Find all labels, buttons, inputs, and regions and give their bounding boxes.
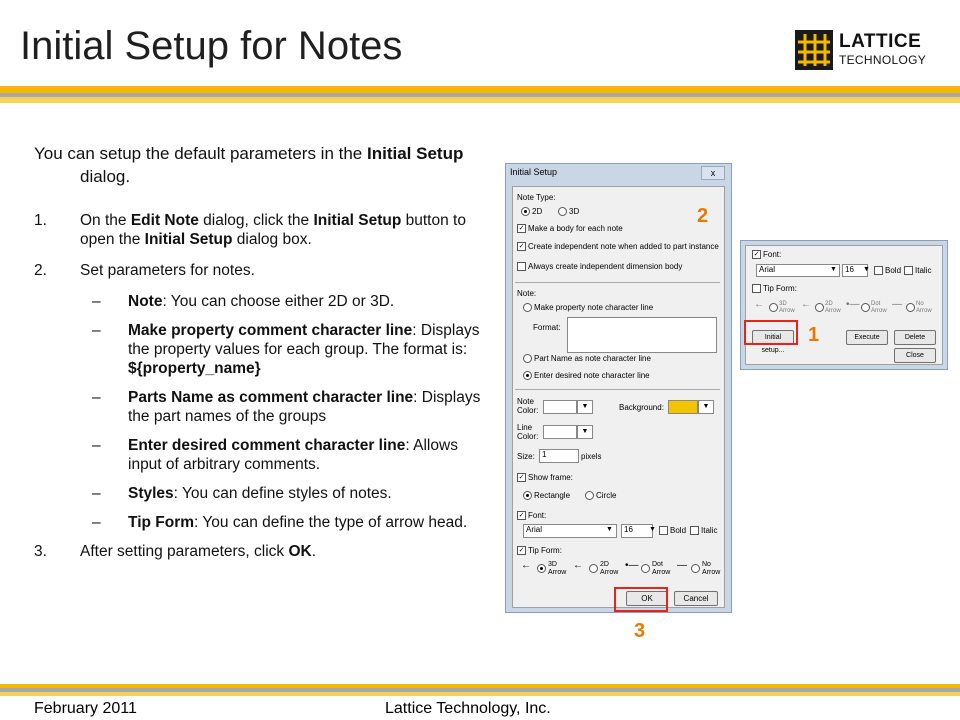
step-marker-1: 1 (808, 324, 820, 346)
background-label: Background: (619, 403, 664, 412)
header-divider-light (0, 97, 960, 103)
radio-tip-3d[interactable] (537, 564, 546, 573)
edit-font-size-dropdown-icon[interactable]: ▼ (863, 266, 870, 273)
edit-tip-dot-label: Dot Arrow (871, 301, 887, 314)
sub-text: : You can choose either 2D or 3D. (162, 293, 395, 310)
tip-2d-label: 2D Arrow (600, 561, 619, 576)
format-input[interactable] (567, 317, 717, 353)
separator (515, 282, 720, 283)
font-select[interactable]: Arial (523, 524, 617, 538)
background-swatch[interactable] (668, 400, 698, 414)
edit-radio-tip-2d[interactable] (815, 303, 824, 312)
edit-tip-no-label: No Arrow (916, 301, 932, 314)
initial-setup-button[interactable]: Initial setup... (752, 330, 794, 345)
edit-font-dropdown-icon[interactable]: ▼ (830, 266, 837, 273)
sub-dash: – (92, 322, 101, 339)
sub-bold: Note (128, 293, 163, 310)
line-color-swatch[interactable] (543, 425, 577, 439)
note-color-label: Note Color: (517, 397, 539, 415)
ok-highlight-box (614, 587, 668, 612)
tip-3d-label: 3D Arrow (548, 561, 567, 576)
ok-button[interactable]: OK (626, 591, 668, 606)
cancel-button[interactable]: Cancel (674, 591, 718, 606)
circle-label: Circle (596, 491, 617, 500)
sub-dash: – (92, 485, 101, 502)
radio-make-prop[interactable] (523, 303, 532, 312)
step-text: button to open the (80, 212, 466, 248)
enter-desired-label: Enter desired note character line (534, 371, 650, 380)
background-dropdown-icon[interactable]: ▼ (698, 400, 714, 414)
always-create-label: Always create independent dimension body (528, 262, 683, 271)
slide-body (34, 142, 484, 573)
radio-circle[interactable] (585, 491, 594, 500)
step-bold: Initial Setup (144, 231, 233, 248)
edit-italic-label: Italic (915, 266, 932, 275)
lattice-logo-icon (795, 30, 833, 70)
edit-tip-form-checkbox[interactable] (752, 284, 761, 293)
radio-3d-label: 3D (569, 207, 580, 216)
step-number: 3. (34, 543, 47, 560)
sub-bold-format: ${property_name} (128, 360, 261, 377)
edit-font-label: Font: (763, 250, 782, 259)
make-body-checkbox[interactable]: ✓ (518, 225, 525, 232)
rectangle-label: Rectangle (534, 491, 571, 500)
create-indep-checkbox[interactable]: ✓ (518, 243, 525, 250)
edit-note-dialog-excerpt (740, 240, 948, 370)
edit-tip-form-label: Tip Form: (763, 284, 797, 293)
slide-title: Initial Setup for Notes (20, 24, 403, 68)
size-input[interactable]: 1 (539, 449, 579, 463)
always-create-checkbox[interactable] (517, 262, 526, 271)
pixels-label: pixels (581, 452, 602, 461)
step-text: On the (80, 212, 131, 229)
edit-italic-checkbox[interactable] (904, 266, 913, 275)
radio-2d-label: 2D (532, 207, 543, 216)
create-indep-label: Create independent note when added to part instance (528, 242, 719, 251)
bold-label: Bold (670, 526, 687, 535)
show-frame-label: Show frame: (528, 473, 573, 482)
sub-item-styles (34, 484, 484, 503)
edit-arrow-2d-icon: ← (801, 299, 811, 310)
close-button[interactable]: x (701, 166, 725, 180)
edit-dot-arrow-icon: •— (846, 299, 860, 310)
make-prop-label: Make property note character line (534, 303, 654, 312)
intro-paragraph (34, 142, 484, 188)
note-type-label: Note Type: (517, 193, 556, 202)
radio-rectangle[interactable] (523, 491, 532, 500)
edit-font-checkbox[interactable]: ✓ (753, 251, 760, 258)
make-body-label: Make a body for each note (528, 224, 623, 233)
dialog-title: Initial Setup (510, 167, 558, 177)
tip-no-label: No Arrow (702, 561, 721, 576)
logo-text-secondary: TECHNOLOGY (839, 53, 927, 67)
edit-radio-tip-dot[interactable] (861, 303, 870, 312)
edit-radio-tip-3d[interactable] (769, 303, 778, 312)
dot-arrow-icon: •— (625, 560, 639, 571)
step-bold: OK (288, 543, 312, 560)
sub-text: : You can define the type of arrow head. (194, 514, 468, 531)
radio-tip-dot[interactable] (641, 564, 650, 573)
tip-dot-label: Dot Arrow (652, 561, 671, 576)
edit-bold-label: Bold (885, 266, 902, 275)
initial-setup-dialog (505, 163, 732, 613)
logo-text-primary: LATTICE (839, 31, 922, 52)
sub-bold: Enter desired comment character line (128, 437, 406, 454)
sub-text: : You can define styles of notes. (173, 485, 392, 502)
sub-bold: Parts Name as comment character line (128, 389, 414, 406)
arrow-2d-icon: ← (573, 560, 583, 571)
intro-bold: Initial Setup (367, 144, 464, 163)
step-text: After setting parameters, click (80, 543, 289, 560)
step-number: 2. (34, 262, 47, 279)
footer-date: February 2011 (34, 700, 137, 717)
step-text: Set parameters for notes. (80, 262, 255, 279)
sub-item-note (34, 292, 484, 311)
sub-bold: Tip Form (128, 514, 195, 531)
step-3 (34, 542, 484, 561)
radio-3d[interactable] (558, 207, 567, 216)
intro-text: You can setup the default parameters in the (34, 144, 367, 163)
format-label: Format: (533, 323, 561, 332)
size-label: Size: (517, 452, 535, 461)
edit-bold-checkbox[interactable] (874, 266, 883, 275)
sub-item-make-property (34, 321, 484, 378)
edit-radio-tip-no[interactable] (906, 303, 915, 312)
execute-button[interactable]: Execute (846, 330, 888, 345)
step-marker-2: 2 (697, 205, 709, 227)
sub-bold: Styles (128, 485, 174, 502)
note-label: Note: (517, 289, 537, 298)
sub-text: : Allows input of arbitrary comments. (128, 437, 458, 473)
radio-tip-2d[interactable] (589, 564, 598, 573)
separator (515, 389, 720, 390)
step-text: dialog, click the (198, 212, 314, 229)
italic-checkbox[interactable] (690, 526, 699, 535)
sub-item-parts-name (34, 388, 484, 426)
intro-text-end: dialog. (80, 167, 131, 186)
edit-font-select[interactable]: Arial (756, 264, 840, 277)
part-name-label: Part Name as note character line (534, 354, 651, 363)
edit-font-size-select[interactable]: 16 (842, 264, 868, 277)
footer-company: Lattice Technology, Inc. (385, 700, 551, 717)
sub-text: : Displays the property values for each group. The format is: (128, 322, 480, 358)
note-color-swatch[interactable] (543, 400, 577, 414)
sub-dash: – (92, 389, 101, 406)
font-label: Font: (528, 511, 547, 520)
show-frame-checkbox[interactable]: ✓ (518, 474, 525, 481)
bold-checkbox[interactable] (659, 526, 668, 535)
step-2 (34, 261, 484, 280)
sub-text: : Displays the part names of the groups (128, 389, 481, 425)
radio-2d[interactable] (521, 207, 530, 216)
delete-button[interactable]: Delete (894, 330, 936, 345)
tip-form-label: Tip Form: (528, 546, 562, 555)
sub-bold: Make property comment character line (128, 322, 413, 339)
no-arrow-icon: — (677, 560, 687, 571)
dialog-content (512, 186, 725, 608)
note-color-dropdown-icon[interactable]: ▼ (577, 400, 593, 414)
edit-note-content (745, 245, 943, 365)
radio-enter-desired[interactable] (523, 371, 532, 380)
edit-tip-3d-label: 3D Arrow (779, 301, 795, 314)
font-size-dropdown-icon[interactable]: ▼ (649, 526, 656, 533)
sub-item-tip-form (34, 513, 484, 532)
edit-arrow-3d-icon: ← (754, 299, 764, 310)
edit-tip-2d-label: 2D Arrow (825, 301, 841, 314)
font-size-select[interactable]: 16 (621, 524, 653, 538)
sub-dash: – (92, 293, 101, 310)
font-dropdown-icon[interactable]: ▼ (606, 526, 613, 533)
tip-form-checkbox[interactable]: ✓ (518, 547, 525, 554)
font-checkbox[interactable]: ✓ (518, 512, 525, 519)
italic-label: Italic (701, 526, 718, 535)
line-color-label: Line Color: (517, 423, 539, 441)
step-text: . (311, 543, 317, 560)
step-1 (34, 211, 484, 249)
radio-part-name[interactable] (523, 354, 532, 363)
step-bold: Initial Setup (313, 212, 402, 229)
line-color-dropdown-icon[interactable]: ▼ (577, 425, 593, 439)
initial-setup-highlight-box (744, 320, 798, 345)
sub-item-enter-desired (34, 436, 484, 474)
header-divider (0, 86, 960, 93)
lattice-logo (795, 28, 940, 74)
footer-divider-light (0, 692, 960, 696)
arrow-3d-icon: ← (521, 560, 531, 571)
radio-tip-no[interactable] (691, 564, 700, 573)
sub-dash: – (92, 437, 101, 454)
step-text: dialog box. (232, 231, 312, 248)
sub-dash: – (92, 514, 101, 531)
step-bold: Edit Note (130, 212, 199, 229)
step-number: 1. (34, 212, 47, 229)
step-marker-3: 3 (634, 620, 646, 642)
edit-close-button[interactable]: Close (894, 348, 936, 363)
edit-no-arrow-icon: — (892, 299, 902, 310)
